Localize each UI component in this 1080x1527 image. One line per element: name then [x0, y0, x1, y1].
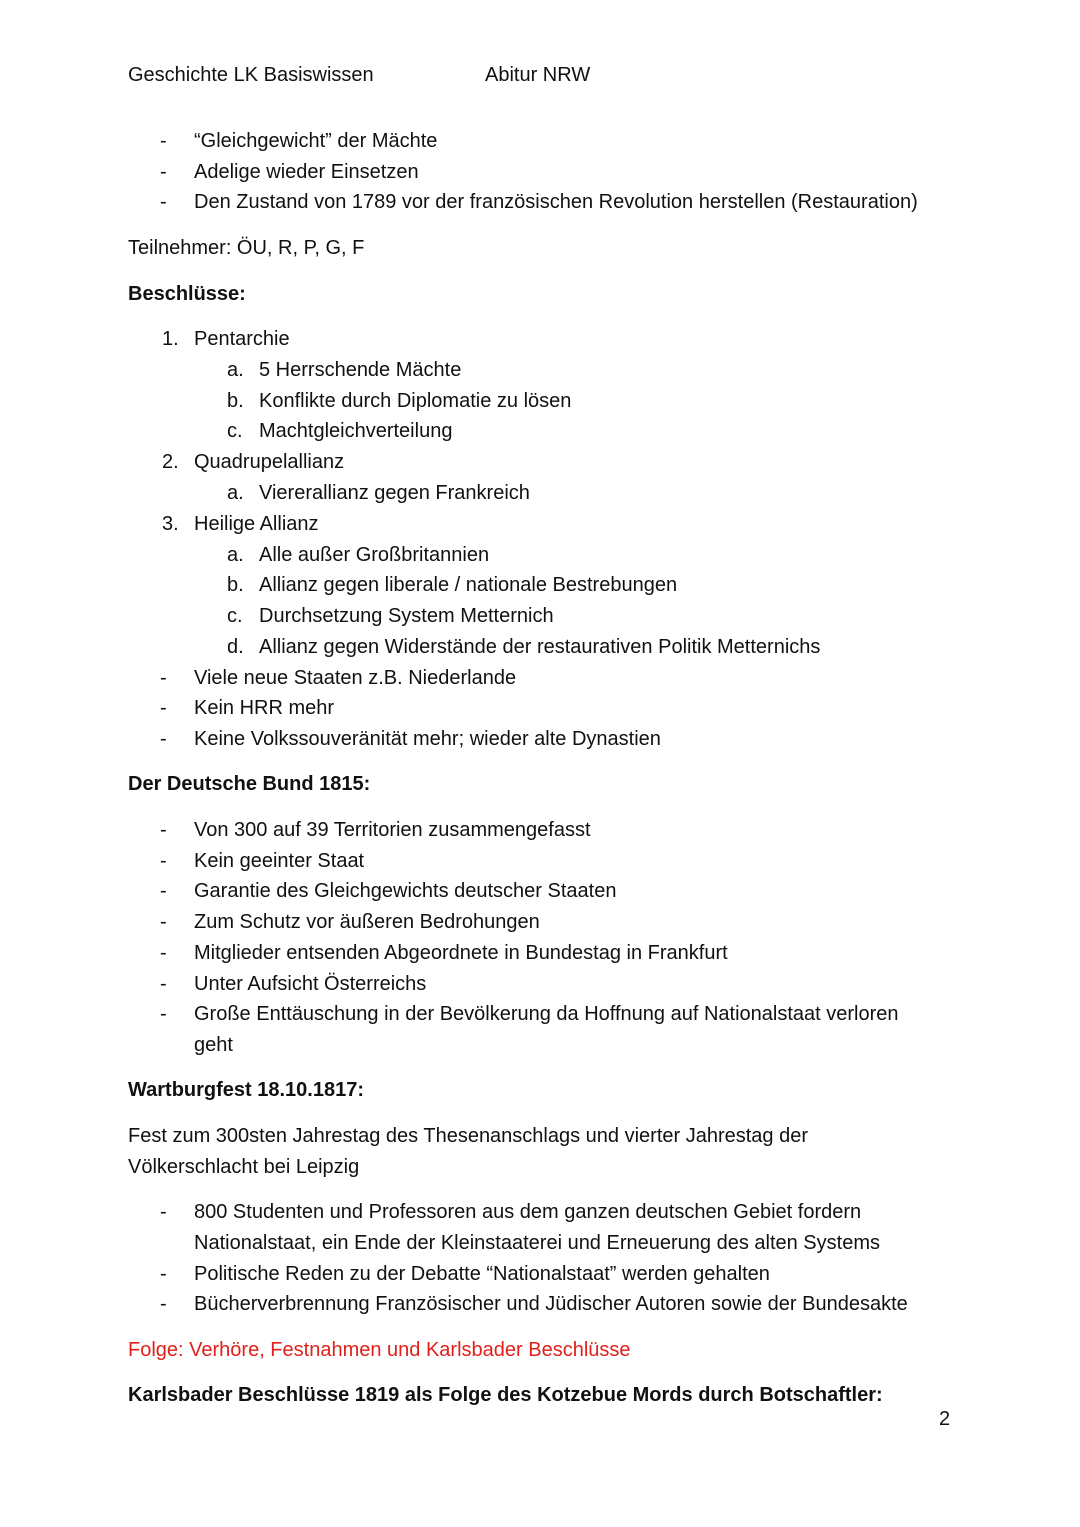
intro-bullet-3: Den Zustand von 1789 vor der französischen Revolution herstellen (Restauration) — [194, 191, 918, 213]
wartburg-paragraph-line1: Fest zum 300sten Jahrestag des Thesenanschlags und vierter Jahrestag der — [128, 1125, 809, 1147]
decision-sub-item: Allianz gegen liberale / nationale Bestrebungen — [259, 574, 678, 596]
list-letter: a. — [227, 544, 244, 566]
bullet-dash: - — [160, 911, 167, 933]
list-letter: c. — [227, 420, 243, 442]
list-letter: a. — [227, 359, 244, 381]
wartburg-bullet-line2: Nationalstaat, ein Ende der Kleinstaaterei und Erneuerung des alten Systems — [194, 1232, 880, 1254]
bund-bullet: Garantie des Gleichgewichts deutscher Staaten — [194, 880, 617, 902]
decision-sub-item: Durchsetzung System Metternich — [259, 605, 554, 627]
decision-sub-item: Alle außer Großbritannien — [259, 544, 490, 566]
bullet-dash: - — [160, 942, 167, 964]
participants-line: Teilnehmer: ÖU, R, P, G, F — [128, 237, 365, 259]
decision-sub-item: Allianz gegen Widerstände der restaurativen Politik Metternichs — [259, 636, 821, 658]
decision-bullet: Keine Volkssouveränität mehr; wieder alte Dynastien — [194, 728, 661, 750]
decision-item-1: Pentarchie — [194, 328, 290, 350]
wartburg-bullet: Bücherverbrennung Französischer und Jüdischer Autoren sowie der Bundesakte — [194, 1293, 908, 1315]
header-exam-title: Abitur NRW — [485, 64, 591, 86]
bund-bullet: Kein geeinter Staat — [194, 850, 365, 872]
consequence-line: Folge: Verhöre, Festnahmen und Karlsbader Beschlüsse — [128, 1339, 631, 1361]
decision-item-2: Quadrupelallianz — [194, 451, 345, 473]
bullet-dash: - — [160, 1003, 167, 1025]
decisions-heading: Beschlüsse: — [128, 283, 246, 305]
bullet-dash: - — [160, 697, 167, 719]
decision-sub-item: Viererallianz gegen Frankreich — [259, 482, 530, 504]
decision-item-3: Heilige Allianz — [194, 513, 319, 535]
list-letter: d. — [227, 636, 244, 658]
decision-sub-item: Konflikte durch Diplomatie zu lösen — [259, 390, 572, 412]
list-letter: b. — [227, 390, 244, 412]
bullet-dash: - — [160, 973, 167, 995]
bullet-dash: - — [160, 850, 167, 872]
list-number: 3. — [162, 513, 179, 535]
list-number: 2. — [162, 451, 179, 473]
bund-bullet: Unter Aufsicht Österreichs — [194, 973, 427, 995]
bullet-dash: - — [160, 161, 167, 183]
bund-bullet: Mitglieder entsenden Abgeordnete in Bundestag in Frankfurt — [194, 942, 728, 964]
bund-bullet-line1: Große Enttäuschung in der Bevölkerung da Hoffnung auf Nationalstaat verloren — [194, 1003, 899, 1025]
wartburg-heading: Wartburgfest 18.10.1817: — [128, 1079, 365, 1101]
header-course-title: Geschichte LK Basiswissen — [128, 64, 374, 86]
list-number: 1. — [162, 328, 179, 350]
bullet-dash: - — [160, 819, 167, 841]
bullet-dash: - — [160, 1293, 167, 1315]
list-letter: c. — [227, 605, 243, 627]
decision-bullet: Viele neue Staaten z.B. Niederlande — [194, 667, 517, 689]
bund-heading: Der Deutsche Bund 1815: — [128, 773, 371, 795]
wartburg-bullet: Politische Reden zu der Debatte “Nationalstaat” werden gehalten — [194, 1263, 770, 1285]
intro-bullet-1: “Gleichgewicht” der Mächte — [194, 130, 438, 152]
wartburg-paragraph-line2: Völkerschlacht bei Leipzig — [128, 1156, 360, 1178]
bund-bullet: Von 300 auf 39 Territorien zusammengefasst — [194, 819, 591, 841]
bund-bullet-line2: geht — [194, 1034, 233, 1056]
bullet-dash: - — [160, 1263, 167, 1285]
page-number: 2 — [939, 1408, 951, 1430]
list-letter: a. — [227, 482, 244, 504]
bullet-dash: - — [160, 728, 167, 750]
bullet-dash: - — [160, 191, 167, 213]
bullet-dash: - — [160, 1201, 167, 1223]
decision-sub-item: Machtgleichverteilung — [259, 420, 453, 442]
wartburg-bullet-line1: 800 Studenten und Professoren aus dem ganzen deutschen Gebiet fordern — [194, 1201, 862, 1223]
intro-bullet-2: Adelige wieder Einsetzen — [194, 161, 419, 183]
bund-bullet: Zum Schutz vor äußeren Bedrohungen — [194, 911, 540, 933]
decision-bullet: Kein HRR mehr — [194, 697, 335, 719]
bullet-dash: - — [160, 130, 167, 152]
bullet-dash: - — [160, 667, 167, 689]
bullet-dash: - — [160, 880, 167, 902]
decision-sub-item: 5 Herrschende Mächte — [259, 359, 462, 381]
list-letter: b. — [227, 574, 244, 596]
karlsbad-heading: Karlsbader Beschlüsse 1819 als Folge des Kotzebue Mords durch Botschaftler: — [128, 1384, 883, 1406]
